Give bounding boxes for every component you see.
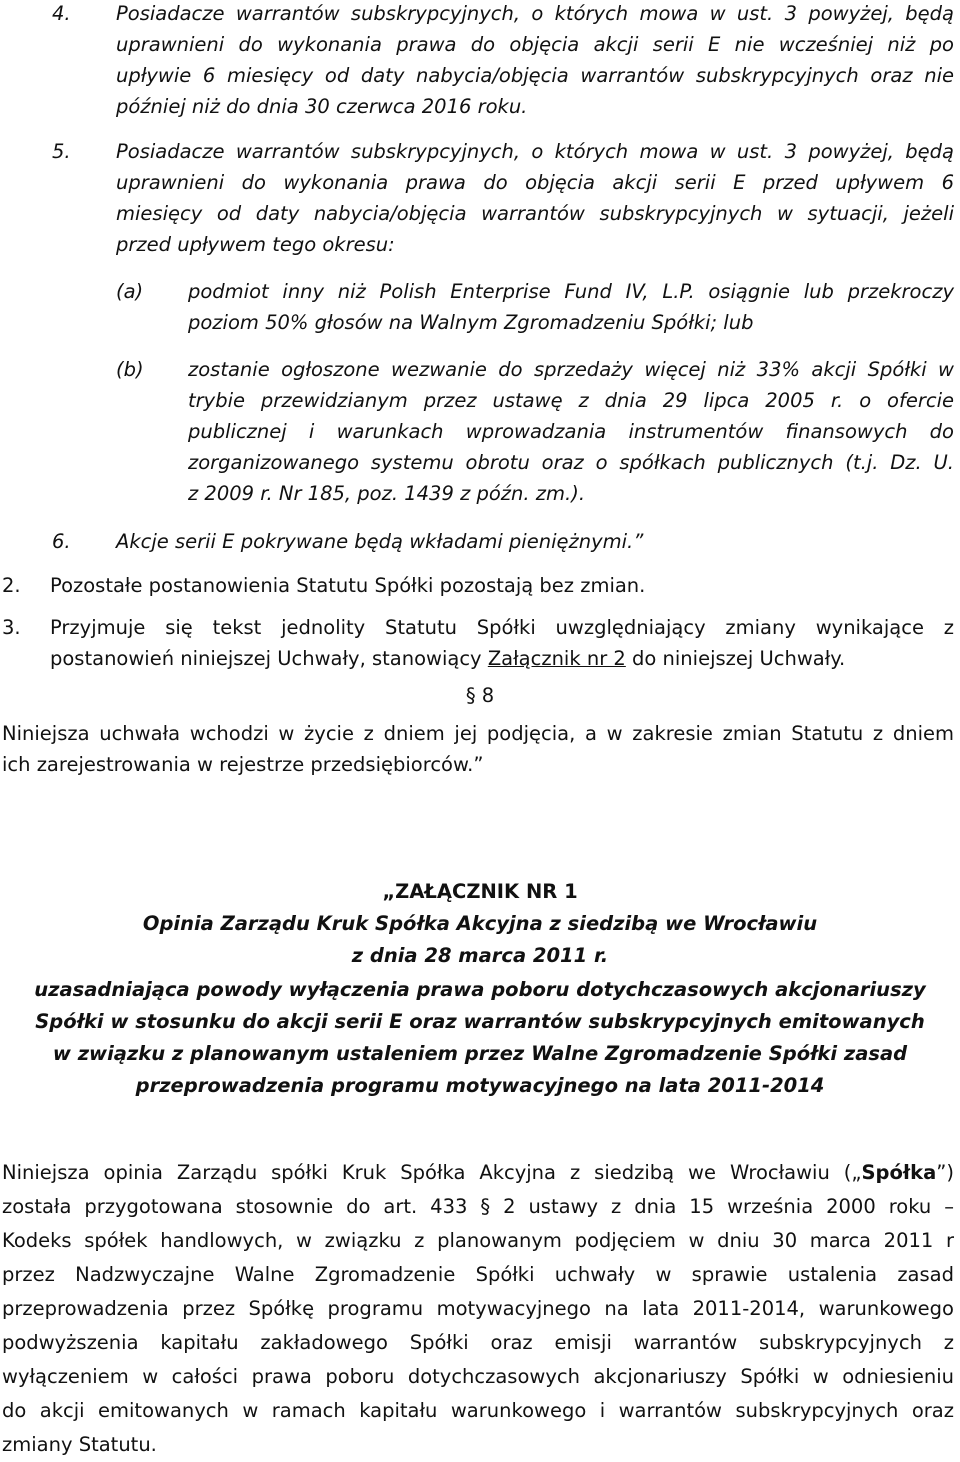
opinion-line: została przygotowana stosownie do art. 433 § 2 ustawy z dnia 15 września 2000 roku –	[2, 1195, 954, 1218]
opinion-line: przez Nadzwyczajne Walne Zgromadzenie Spółki uchwały w sprawie ustalenia zasad	[2, 1263, 954, 1286]
item-4-line: uprawnieni do wykonania prawa do objęcia akcji serii E nie wcześniej niż po	[116, 33, 954, 56]
annex-subtitle-line: z dnia 28 marca 2011 r.	[351, 944, 609, 967]
section-8-line: Niniejsza uchwała wchodzi w życie z dniem jej podjęcia, a w zakresie zmian Statutu z dniem	[2, 722, 954, 745]
item-5b-line: publicznej i warunkach wprowadzania instrumentów finansowych do	[188, 420, 954, 443]
opinion-paragraph	[2, 1156, 954, 1462]
section-8-heading: § 8	[465, 684, 495, 707]
item-5-line: przed upływem tego okresu:	[116, 233, 395, 256]
annex-subtitle-line: Opinia Zarządu Kruk Spółka Akcyjna z siedzibą we Wrocławiu	[142, 912, 818, 935]
item-5-line: miesięcy od daty nabycia/objęcia warrantów subskrypcyjnych w sytuacji, jeżeli	[116, 202, 954, 225]
opinion-line: przeprowadzenia przez Spółkę programu motywacyjnego na lata 2011-2014, warunkowego	[2, 1297, 954, 1320]
item-4-line: upływie 6 miesięcy od daty nabycia/objęcia warrantów subskrypcyjnych oraz nie	[116, 64, 954, 87]
opinion-line: wyłączeniem w całości prawa poboru dotychczasowych akcjonariuszy Spółki w odniesieniu	[2, 1365, 954, 1388]
annex-title: „ZAŁĄCZNIK NR 1	[382, 880, 578, 903]
item-5-text	[116, 136, 954, 260]
point-3-text	[50, 612, 954, 674]
item-5a-text	[188, 276, 954, 338]
annex-2-link: Załącznik nr 2	[487, 647, 626, 670]
item-4-line: później niż do dnia 30 czerwca 2016 roku.	[116, 95, 528, 118]
opinion-text-before: Niniejsza opinia Zarządu spółki Kruk Spółka Akcyjna z siedzibą we Wrocławiu („	[2, 1161, 862, 1184]
item-5b-line: zorganizowanego systemu obrotu oraz o spółkach publicznych (t.j. Dz. U.	[188, 451, 954, 474]
point-3-text-after: do niniejszej Uchwały.	[625, 647, 846, 670]
opinion-line: do akcji emitowanych w ramach kapitału warunkowego i warrantów subskrypcyjnych oraz	[2, 1399, 954, 1422]
item-5b-line: zostanie ogłoszone wezwanie do sprzedaży więcej niż 33% akcji Spółki w	[188, 358, 954, 381]
section-8-line: ich zarejestrowania w rejestrze przedsiębiorców.”	[2, 753, 484, 776]
opinion-line: podwyższenia kapitału zakładowego Spółki oraz emisji warrantów subskrypcyjnych z	[2, 1331, 954, 1354]
item-4-text	[116, 0, 954, 122]
item-5b-line: trybie przewidzianym przez ustawę z dnia 29 lipca 2005 r. o ofercie	[188, 389, 954, 412]
item-4-line: Posiadacze warrantów subskrypcyjnych, o których mowa w ust. 3 powyżej, będą	[116, 2, 954, 25]
point-2-number: 2.	[2, 574, 21, 597]
point-3-number: 3.	[2, 616, 21, 639]
point-3-line	[50, 643, 954, 674]
item-6-text: Akcje serii E pokrywane będą wkładami pieniężnymi.”	[116, 530, 644, 553]
point-2-text: Pozostałe postanowienia Statutu Spółki pozostają bez zmian.	[50, 574, 646, 597]
item-4-number: 4.	[52, 2, 71, 25]
item-5a-line: poziom 50% głosów na Walnym Zgromadzeniu Spółki; lub	[188, 311, 754, 334]
item-5a-label: (a)	[116, 280, 144, 303]
item-5a-line: podmiot inny niż Polish Enterprise Fund IV, L.P. osiągnie lub przekroczy	[188, 280, 954, 303]
item-5b-line: z 2009 r. Nr 185, poz. 1439 z późn. zm.).	[188, 482, 586, 505]
opinion-text-after: ”)	[936, 1161, 954, 1184]
item-5-line: Posiadacze warrantów subskrypcyjnych, o których mowa w ust. 3 powyżej, będą	[116, 140, 954, 163]
annex-purpose-line: w związku z planowanym ustaleniem przez Walne Zgromadzenie Spółki zasad	[52, 1042, 908, 1065]
item-5-line: uprawnieni do wykonania prawa do objęcia akcji serii E przed upływem 6	[116, 171, 954, 194]
item-5b-label: (b)	[116, 358, 144, 381]
opinion-line: Kodeks spółek handlowych, w związku z planowanym podjęciem w dniu 30 marca 2011 r	[2, 1229, 954, 1252]
point-3-line: Przyjmuje się tekst jednolity Statutu Spółki uwzględniający zmiany wynikające z	[50, 616, 954, 639]
opinion-defined-term: Spółka	[861, 1161, 937, 1184]
section-8-text	[2, 718, 954, 780]
annex-purpose-line: Spółki w stosunku do akcji serii E oraz warrantów subskrypcyjnych emitowanych	[35, 1010, 925, 1033]
annex-purpose-line: przeprowadzenia programu motywacyjnego na lata 2011-2014	[135, 1074, 825, 1097]
opinion-line: zmiany Statutu.	[2, 1433, 157, 1456]
item-5b-text	[188, 354, 954, 509]
item-5-number: 5.	[52, 140, 71, 163]
annex-purpose-line: uzasadniająca powody wyłączenia prawa poboru dotychczasowych akcjonariuszy	[34, 978, 926, 1001]
opinion-line	[2, 1156, 954, 1190]
point-3-text-before: postanowień niniejszej Uchwały, stanowiący	[50, 647, 488, 670]
item-6-number: 6.	[52, 530, 71, 553]
